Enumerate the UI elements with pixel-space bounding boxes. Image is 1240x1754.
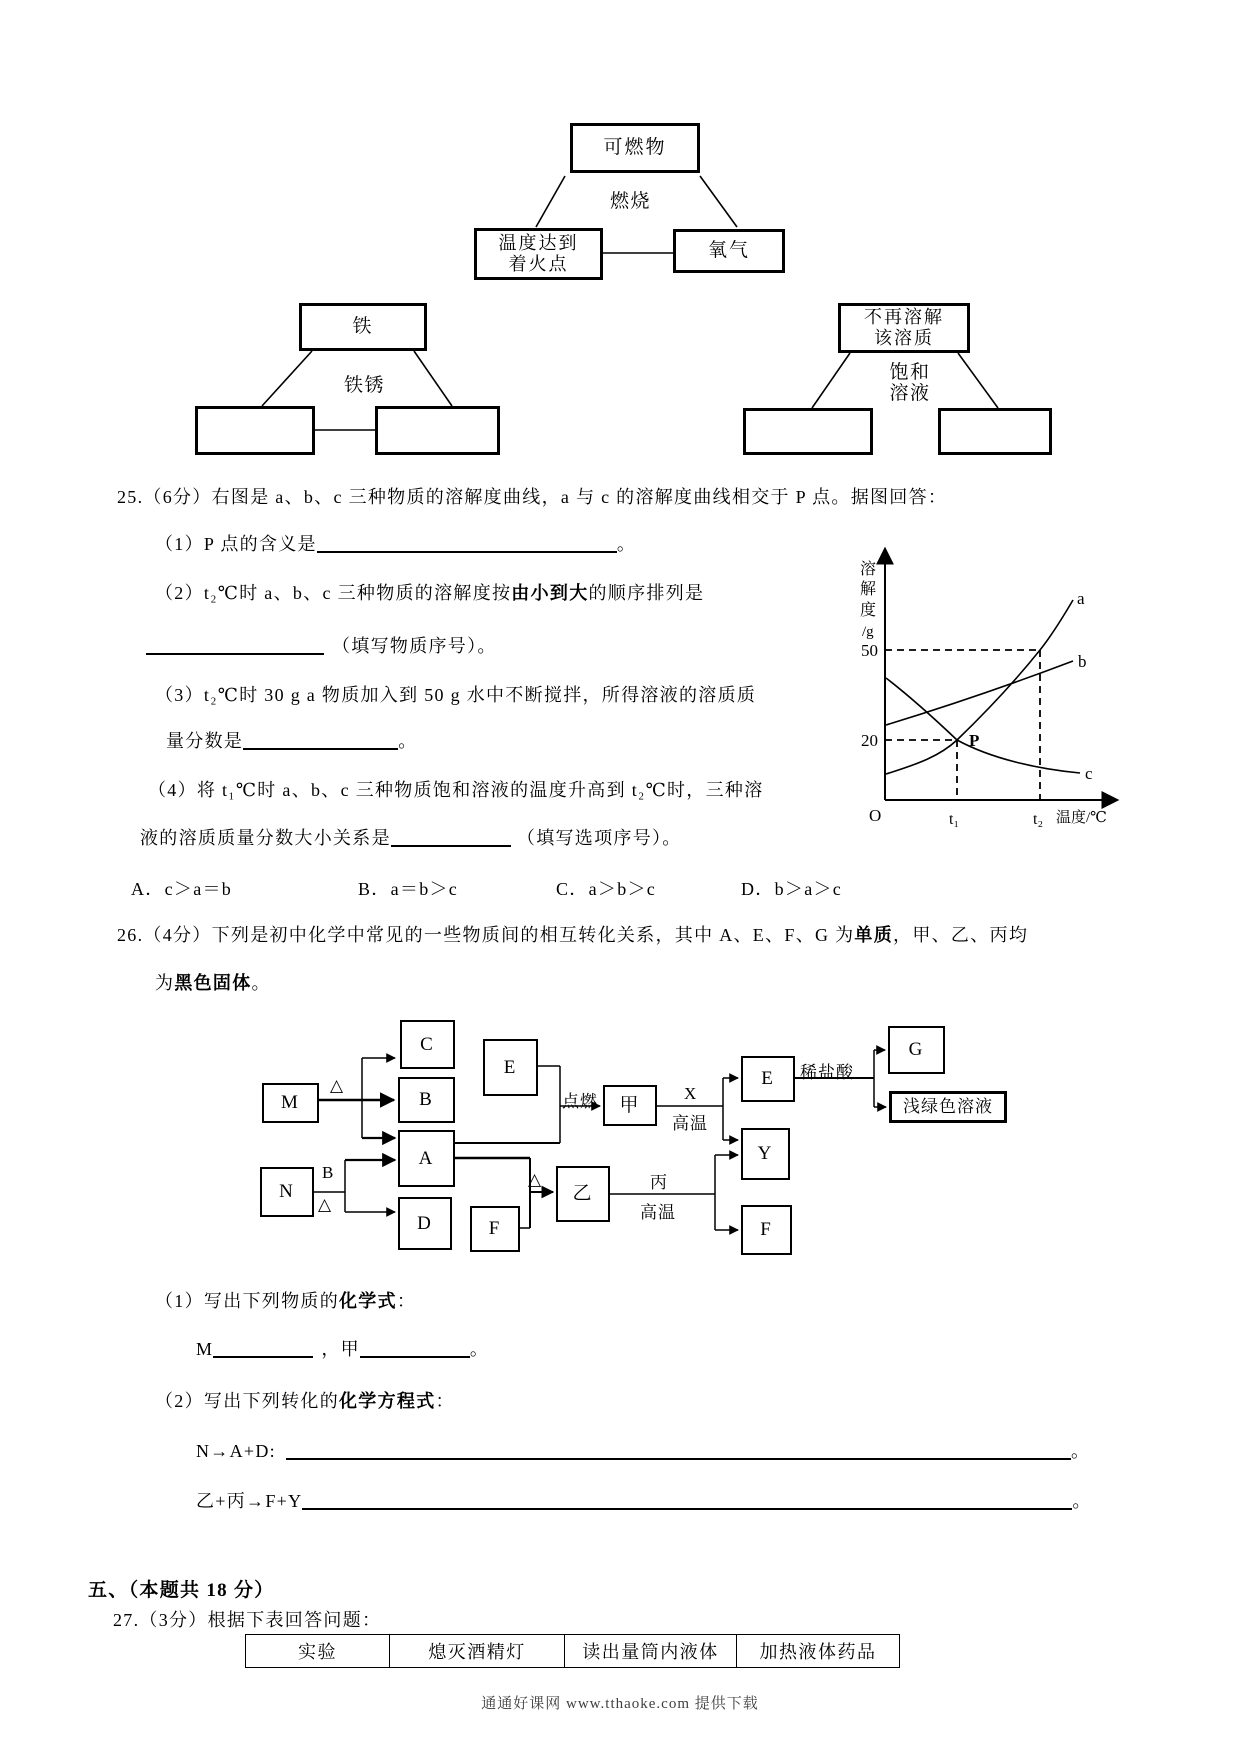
q26-stem-line2-post: 。 — [251, 973, 271, 993]
q26-stem-bold1: 单质 — [854, 925, 894, 945]
section-5-heading: 五、（本题共 18 分） — [88, 1580, 275, 1601]
q25-part4-text: 液的溶质质量分数大小关系是 — [140, 828, 391, 848]
q27-table-header-read-cylinder: 读出量筒内液体 — [565, 1634, 737, 1668]
flow-label-delta-1: △ — [330, 1076, 345, 1095]
q25-part3-period: 。 — [398, 731, 418, 751]
fuel-box-label: 可燃物 — [603, 137, 667, 159]
flow-label-delta-2: △ — [318, 1195, 333, 1214]
saturated-label-line1: 饱和 — [889, 362, 931, 383]
q25-part1-blank — [317, 534, 617, 553]
q25-part2-hint: （填写物质序号）。 — [332, 636, 497, 656]
flow-box-jia: 甲 — [603, 1085, 657, 1126]
q26-sub1-period: 。 — [469, 1339, 490, 1359]
q26-sub2-colon: ： — [435, 1391, 455, 1411]
q25-part3-line1: （3）t₂℃时 30 g a 物质加入到 50 g 水中不断搅拌，所得溶液的溶质质 — [155, 685, 757, 705]
q25-part4-line1: （4）将 t₁℃时 a、b、c 三种物质饱和溶液的温度升高到 t₂℃时，三种溶 — [148, 780, 764, 800]
q25-part2-answer-line — [146, 633, 497, 659]
ignition-temperature-line1: 温度达到 — [498, 233, 579, 254]
q27-stem: 27.（3分）根据下表回答问题： — [113, 1610, 382, 1630]
q26-stem-text: 26.（4分）下列是初中化学中常见的一些物质间的相互转化关系，其中 A、E、F、G 为 — [117, 925, 855, 945]
flow-label-x: X — [684, 1084, 698, 1103]
flow-box-e2: E — [741, 1056, 795, 1102]
q25-stem: 25.（6分）右图是 a、b、c 三种物质的溶解度曲线，a 与 c 的溶解度曲线相交于 P 点。据图回答： — [117, 487, 948, 507]
y-axis-label-char3: 度 — [860, 602, 877, 619]
q25-part2-tail: 的顺序排列是 — [588, 583, 705, 603]
q25-part2 — [155, 580, 704, 606]
flow-box-yi: 乙 — [556, 1166, 610, 1222]
q25-option-b: B．a＝b＞c — [358, 879, 459, 899]
q27-table-header-extinguish-lamp: 熄灭酒精灯 — [390, 1634, 565, 1668]
rust-label: 铁锈 — [344, 375, 386, 396]
no-more-dissolve-line2: 该溶质 — [874, 328, 934, 348]
flow-box-f1: F — [470, 1206, 520, 1252]
y-axis-label-char1: 溶 — [860, 561, 877, 578]
curve-b — [886, 661, 1073, 725]
iron-diagram-empty-box-left — [195, 406, 315, 455]
flow-box-m: M — [262, 1083, 319, 1123]
y-axis-label-unit: /g — [862, 624, 874, 640]
saturated-label-line2: 溶液 — [889, 383, 931, 404]
y-axis-label-char2: 解 — [860, 581, 877, 598]
q26-eq1-label: N→A+D: — [196, 1441, 276, 1461]
flow-box-b: B — [398, 1077, 455, 1123]
curve-c — [886, 678, 1080, 773]
no-more-dissolve-box — [838, 303, 970, 353]
q26-sub2 — [155, 1388, 455, 1414]
flow-box-a: A — [398, 1130, 455, 1187]
flow-label-bing: 丙 — [650, 1173, 668, 1192]
origin-label: O — [869, 806, 882, 825]
iron-box-label: 铁 — [352, 316, 374, 338]
q26-sub1-text: （1）写出下列物质的 — [155, 1291, 339, 1311]
q25-part2-blank — [146, 636, 324, 655]
iron-diagram-empty-box-right — [375, 406, 500, 455]
q26-eq2-period: 。 — [1072, 1491, 1092, 1511]
q25-part4-hint: （填写选项序号）。 — [516, 828, 682, 848]
flow-box-g: G — [888, 1026, 945, 1074]
fuel-box — [570, 123, 700, 173]
oxygen-box-label: 氧气 — [707, 240, 750, 262]
point-p-label: P — [969, 731, 980, 750]
q25-part3-text: 量分数是 — [166, 731, 244, 751]
q26-equation1-line — [196, 1438, 1090, 1464]
q27-table — [245, 1634, 900, 1668]
footer-site-credit: 通通好课网 www.tthaoke.com 提供下载 — [481, 1696, 759, 1712]
solubility-chart-svg — [840, 540, 1140, 840]
flow-label-delta-3: △ — [528, 1170, 543, 1189]
q27-table-header-experiment: 实验 — [245, 1634, 390, 1668]
q26-stem-bold2: 黑色固体 — [174, 973, 252, 993]
q26-stem-line2-pre: 为 — [155, 973, 175, 993]
q26-equation2-line — [196, 1488, 1092, 1514]
curve-c-label: c — [1085, 764, 1093, 783]
flow-box-e1: E — [483, 1039, 538, 1096]
flow-label-high-temp-2: 高温 — [640, 1203, 676, 1222]
q25-option-c: C．a＞b＞c — [556, 879, 657, 899]
q25-part2-text: （2）t₂℃时 a、b、c 三种物质的溶解度按 — [155, 583, 512, 603]
q26-sub1-colon: ： — [396, 1291, 417, 1311]
q25-part4-blank — [391, 828, 511, 847]
q25-part4-line2 — [140, 825, 682, 851]
x-tick-t1: t₁ — [949, 811, 960, 828]
q27-table-header-heat-liquid: 加热液体药品 — [737, 1634, 900, 1668]
q26-sub2-bold: 化学方程式 — [339, 1391, 436, 1411]
x-axis-label: 温度/℃ — [1056, 810, 1107, 826]
curve-b-label: b — [1078, 652, 1087, 671]
flow-box-y: Y — [741, 1128, 790, 1180]
flow-box-f2: F — [741, 1205, 792, 1255]
dashed-guides — [885, 650, 1040, 800]
q26-eq2-label: 乙+丙→F+Y — [196, 1491, 303, 1511]
oxygen-box — [673, 229, 785, 273]
q25-part1 — [155, 531, 636, 557]
q26-sub1 — [155, 1288, 416, 1314]
ignition-temperature-line2: 着火点 — [508, 254, 569, 274]
combustion-label: 燃烧 — [610, 191, 652, 212]
q26-sub1-answer-line — [196, 1336, 489, 1362]
x-tick-t2: t₂ — [1033, 811, 1044, 828]
saturated-diagram-empty-box-left — [743, 408, 873, 455]
y-tick-50: 50 — [861, 641, 878, 660]
q25-part2-bold: 由小到大 — [511, 583, 589, 603]
q26-m-label: M — [196, 1339, 214, 1359]
q26-stem-line1 — [117, 922, 1028, 948]
no-more-dissolve-line1: 不再溶解 — [864, 307, 944, 328]
q25-option-d: D．b＞a＞c — [741, 879, 843, 899]
q25-part1-period: 。 — [616, 534, 637, 554]
q26-eq1-blank — [286, 1441, 1071, 1460]
q25-option-a: A．c＞a＝b — [131, 879, 233, 899]
ignition-temperature-box — [474, 228, 603, 280]
solubility-chart — [840, 540, 1140, 840]
q25-part3-blank — [243, 731, 398, 750]
flow-label-ignite: 点燃 — [562, 1092, 598, 1111]
curve-a — [886, 600, 1073, 774]
flow-label-high-temp-1: 高温 — [672, 1114, 708, 1133]
q26-stem-line2 — [155, 970, 271, 996]
q25-part1-text: （1）P 点的含义是 — [155, 534, 317, 554]
q26-sub1-bold: 化学式 — [339, 1291, 397, 1311]
q26-jia-label: ，甲 — [321, 1339, 360, 1359]
flow-label-catalyst-b: B — [322, 1163, 335, 1182]
saturated-solution-label — [882, 362, 938, 404]
flow-label-dilute-hcl: 稀盐酸 — [800, 1063, 854, 1082]
q26-eq1-period: 。 — [1070, 1441, 1091, 1461]
q26-eq2-blank — [302, 1491, 1072, 1510]
q26-m-blank — [213, 1339, 313, 1358]
q25-part3-line2 — [166, 728, 418, 754]
saturated-diagram-empty-box-right — [938, 408, 1052, 455]
flow-box-c: C — [400, 1020, 455, 1069]
y-tick-20: 20 — [861, 731, 878, 750]
curve-a-label: a — [1077, 589, 1085, 608]
q26-stem-mid: ，甲、乙、丙均 — [893, 925, 1029, 945]
iron-box — [299, 303, 427, 351]
q26-sub2-text: （2）写出下列转化的 — [155, 1391, 339, 1411]
flow-box-d: D — [398, 1197, 452, 1250]
q26-jia-blank — [360, 1339, 470, 1358]
flow-box-n: N — [260, 1167, 314, 1217]
flow-box-light-green-solution: 浅绿色溶液 — [889, 1091, 1007, 1123]
